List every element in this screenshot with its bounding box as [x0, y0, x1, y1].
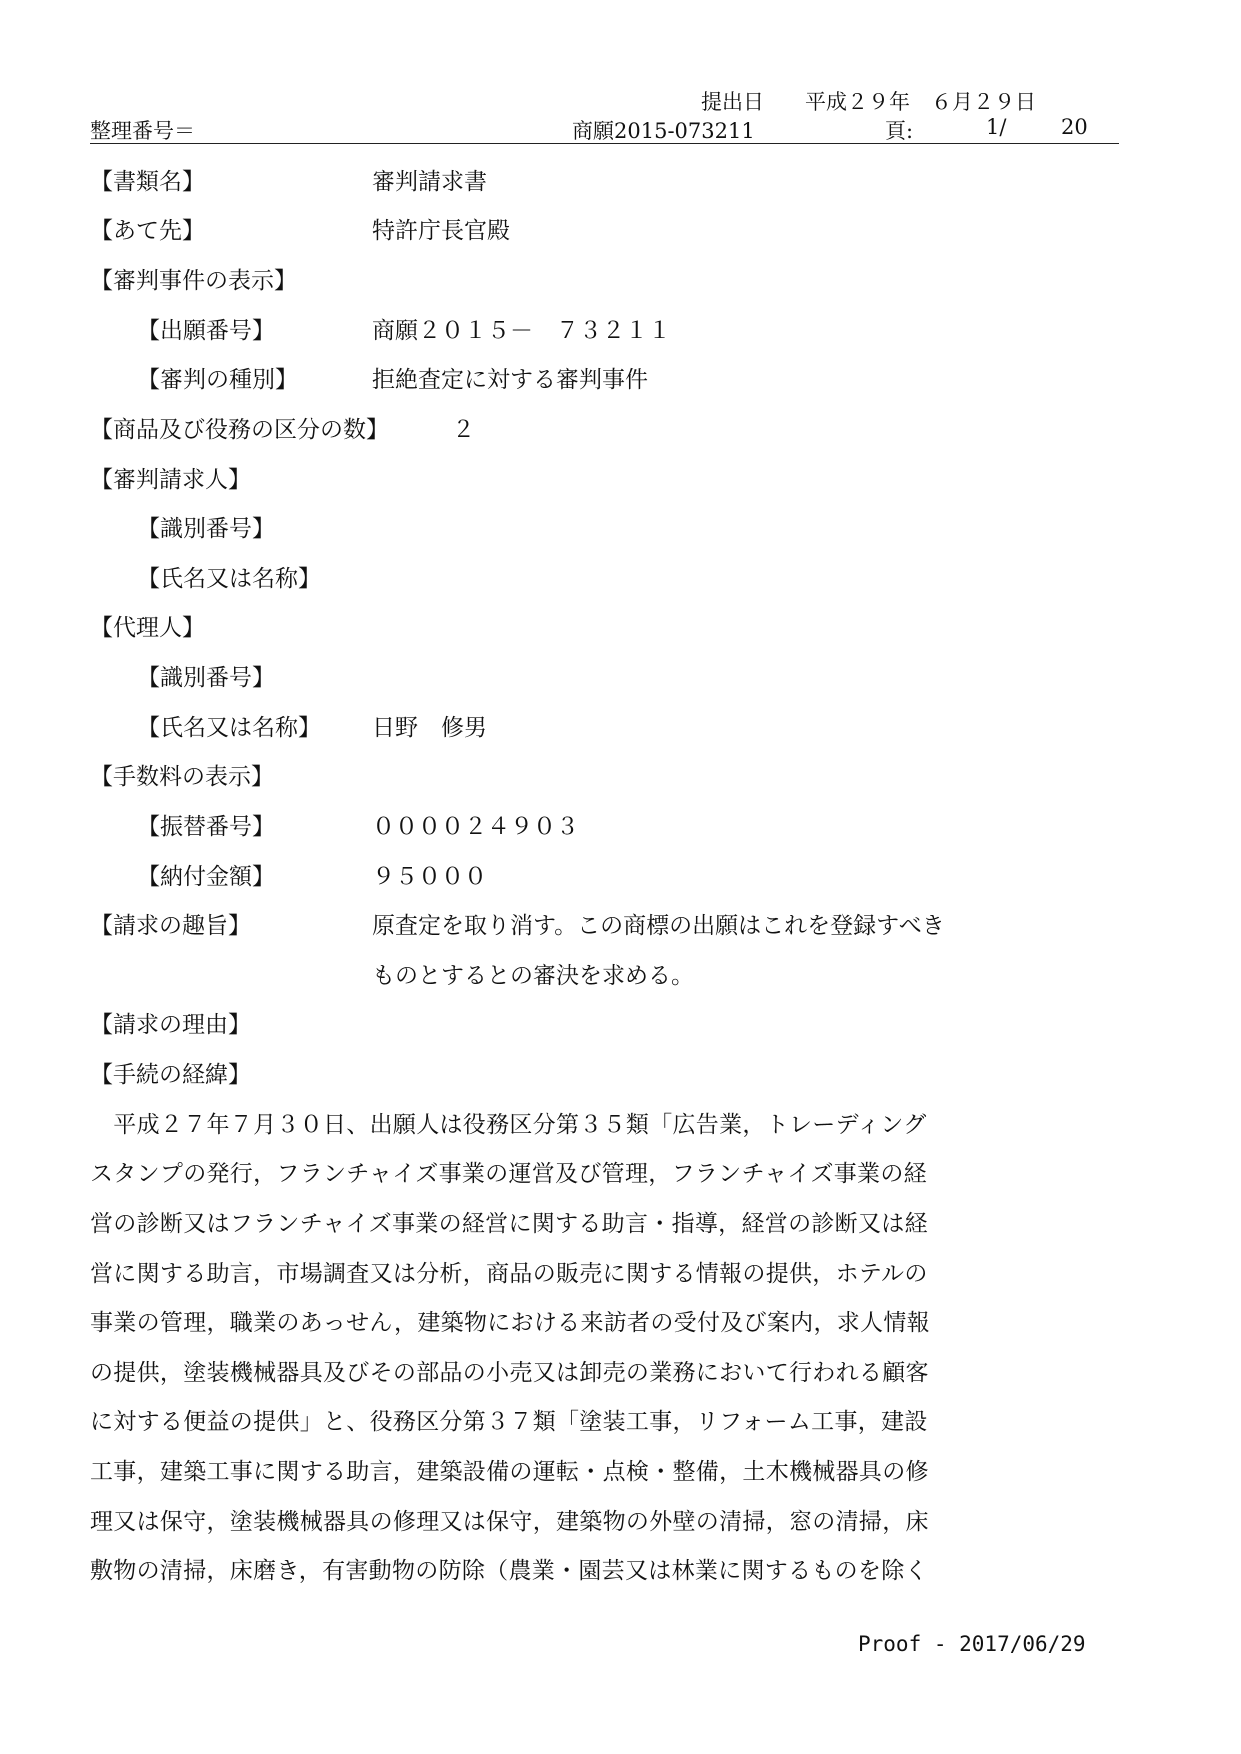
field-value: 日野 修男 — [372, 715, 487, 741]
field-value: 商願２０１５－ ７３２１１ — [372, 318, 671, 344]
field-value: ００００２４９０３ — [372, 814, 579, 840]
field-label: 【出願番号】 — [137, 318, 275, 344]
body-text-line: 平成２７年７月３０日、出願人は役務区分第３５類「広告業，トレーディング — [90, 1112, 927, 1138]
body-text-line: 営の診断又はフランチャイズ事業の経営に関する助言・指導，経営の診断又は経 — [90, 1211, 928, 1237]
body-text-line: 敷物の清掃，床磨き，有害動物の防除（農業・園芸又は林業に関するものを除く — [90, 1558, 928, 1584]
body-text-line: 工事，建築工事に関する助言，建築設備の運転・点検・整備，土木機械器具の修 — [90, 1459, 929, 1485]
page-total: 20 — [1061, 115, 1088, 139]
field-label: 【請求の趣旨】 — [90, 913, 251, 939]
field-label: 【あて先】 — [90, 218, 205, 244]
field-value: ９５０００ — [372, 864, 487, 890]
field-value: ２ — [452, 417, 475, 443]
field-value: 特許庁長官殿 — [372, 218, 510, 244]
body-text-line: の提供，塗装機械器具及びその部品の小売又は卸売の業務において行われる顧客 — [90, 1360, 929, 1386]
field-label: 【請求の理由】 — [90, 1012, 251, 1038]
field-value: 原査定を取り消す。この商標の出願はこれを登録すべき — [372, 913, 945, 939]
field-value: ものとするとの審決を求める。 — [372, 963, 694, 989]
body-text-line: に対する便益の提供」と、役務区分第３７類「塗装工事，リフォーム工事，建設 — [90, 1409, 928, 1435]
field-label: 【振替番号】 — [137, 814, 275, 840]
field-label: 【氏名又は名称】 — [137, 566, 321, 592]
field-label: 【代理人】 — [90, 615, 205, 641]
field-value: 拒絶査定に対する審判事件 — [372, 367, 648, 393]
field-label: 【審判事件の表示】 — [90, 268, 297, 294]
field-label: 【書類名】 — [90, 169, 205, 195]
field-label: 【氏名又は名称】 — [137, 715, 321, 741]
field-label: 【手数料の表示】 — [90, 764, 274, 790]
field-label: 【審判請求人】 — [90, 467, 251, 493]
page-label: 頁: — [885, 119, 914, 143]
field-label: 【識別番号】 — [137, 516, 275, 542]
body-text-line: スタンプの発行，フランチャイズ事業の運営及び管理，フランチャイズ事業の経 — [90, 1161, 927, 1187]
page-current: 1/ — [986, 115, 1007, 139]
filing-date: 平成２９年 ６月２９日 — [805, 90, 1036, 114]
body-text-line: 事業の管理，職業のあっせん，建築物における来訪者の受付及び案内，求人情報 — [90, 1310, 930, 1336]
field-value: 審判請求書 — [372, 169, 487, 195]
field-label: 【納付金額】 — [137, 864, 275, 890]
field-label: 【審判の種別】 — [137, 367, 298, 393]
body-text-line: 理又は保守，塗装機械器具の修理又は保守，建築物の外壁の清掃，窓の清掃，床 — [90, 1509, 929, 1535]
application-number: 商願2015-073211 — [572, 119, 755, 143]
reference-number-label: 整理番号＝ — [90, 119, 195, 143]
header-rule — [90, 143, 1119, 144]
field-label: 【識別番号】 — [137, 665, 275, 691]
body-text-line: 営に関する助言，市場調査又は分析，商品の販売に関する情報の提供，ホテルの — [90, 1261, 928, 1287]
filing-date-label: 提出日 — [701, 90, 764, 114]
field-label: 【商品及び役務の区分の数】 — [90, 417, 389, 443]
field-label: 【手続の経緯】 — [90, 1062, 251, 1088]
proof-footer: Proof - 2017/06/29 — [858, 1632, 1086, 1656]
